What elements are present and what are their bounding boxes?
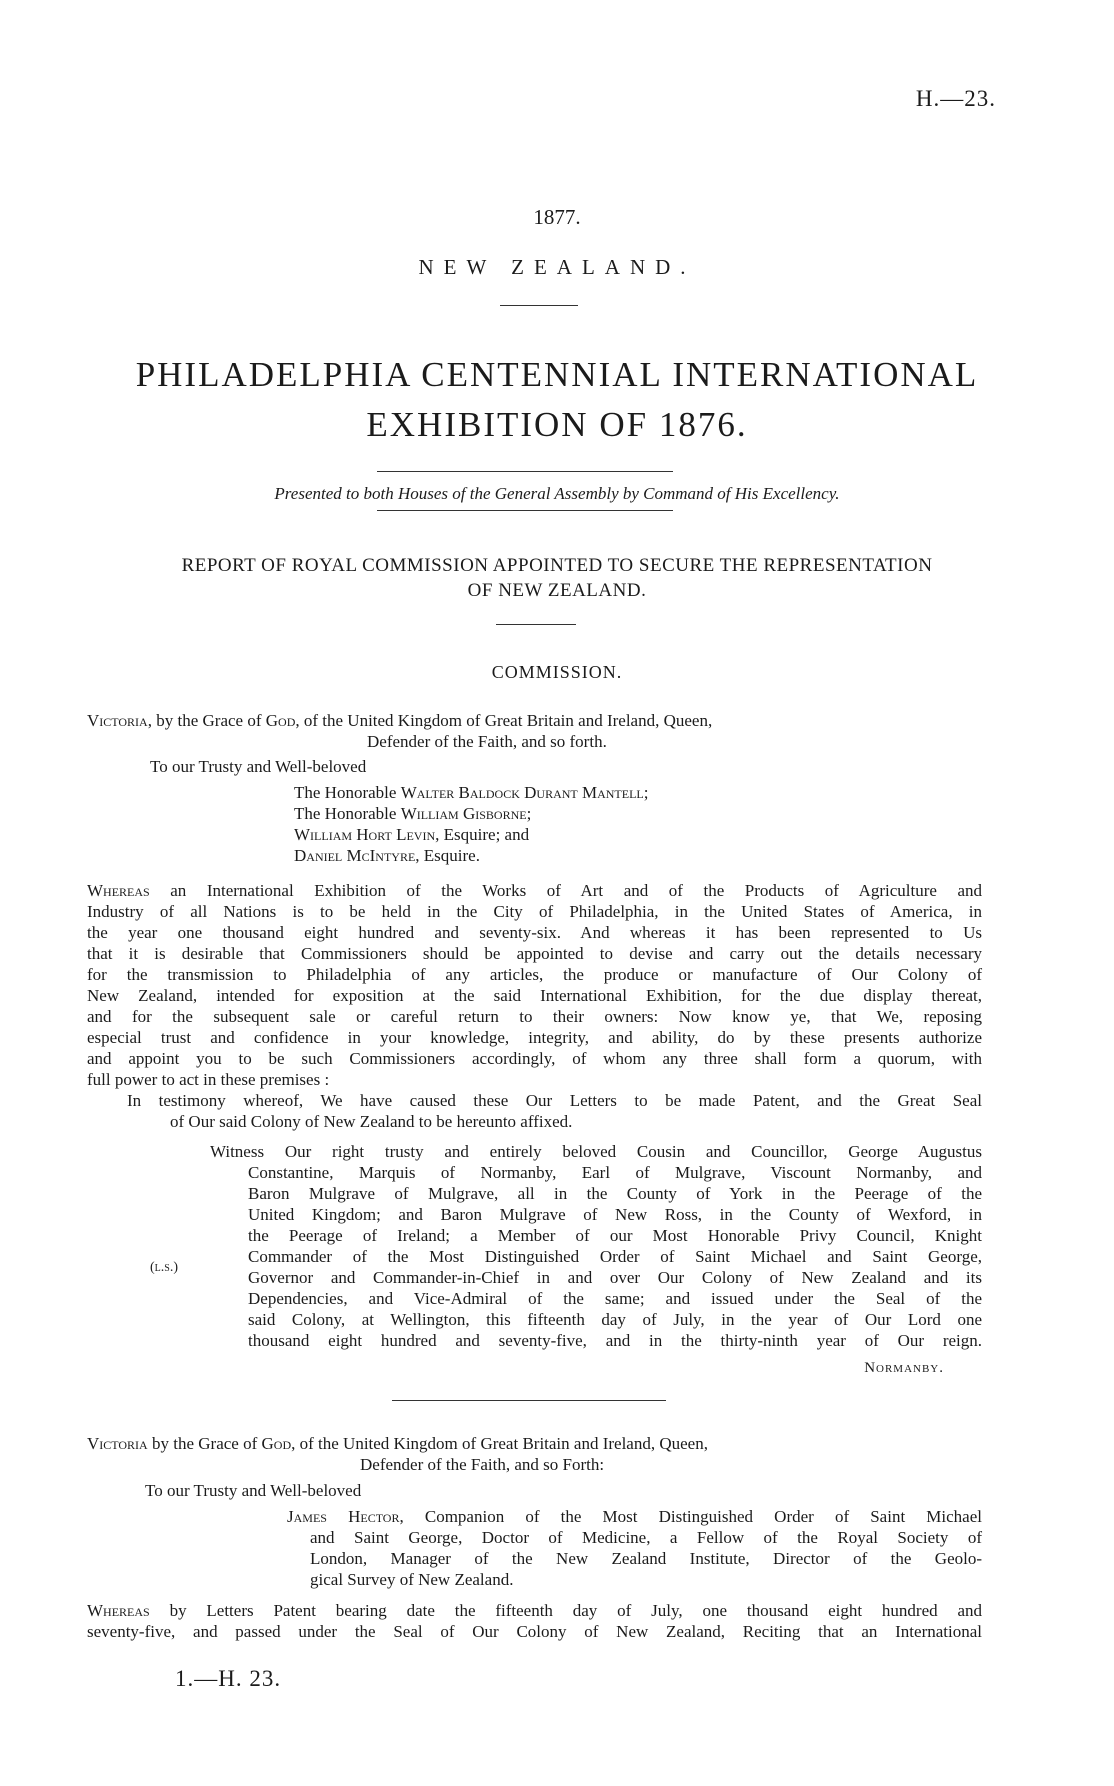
whereas-line: Whereas an International Exhibition of the Works of Art and of the Products of Agriculture and	[87, 881, 983, 900]
appointee-line: and Saint George, Doctor of Medicine, a Fellow of the Royal Society of	[310, 1528, 982, 1547]
page-reference: H.—23.	[915, 86, 996, 111]
divider	[496, 624, 576, 625]
report-heading-line1: REPORT OF ROYAL COMMISSION APPOINTED TO SECURE THE REPRESENTATION	[181, 555, 933, 576]
witness-line: the Peerage of Ireland; a Member of our Most Honorable Privy Council, Knight	[248, 1226, 982, 1245]
divider	[500, 305, 578, 306]
whereas-line: and for the subsequent sale or careful return to their owners: Now know ye, that We, reposing	[87, 1007, 982, 1026]
witness-line: Governor and Commander-in-Chief in and over Our Colony of New Zealand and its	[248, 1268, 982, 1287]
witness-line: Commander of the Most Distinguished Order of Saint Michael and Saint George,	[248, 1247, 982, 1266]
commissioner-name: The Honorable William Gisborne;	[294, 804, 532, 823]
witness-line: thousand eight hundred and seventy-five, and in the thirty-ninth year of Our reign.	[248, 1331, 982, 1350]
testimony-line: of Our said Colony of New Zealand to be hereunto affixed.	[170, 1112, 573, 1131]
presented-line: Presented to both Houses of the General Assembly by Command of His Excellency.	[274, 484, 840, 503]
divider	[377, 510, 673, 511]
page-title-line2: EXHIBITION OF 1876.	[366, 405, 748, 444]
report-heading-line2: OF NEW ZEALAND.	[467, 580, 647, 601]
whereas-line: New Zealand, intended for exposition at the said International Exhibition, for the due display thereat,	[87, 986, 982, 1005]
seal-mark: (l.s.)	[150, 1260, 178, 1275]
commissioner-name: The Honorable Walter Baldock Durant Mantell;	[294, 783, 649, 802]
divider	[392, 1400, 666, 1401]
footer-reference: 1.—H. 23.	[175, 1666, 282, 1691]
divider	[377, 471, 673, 472]
whereas-line: the year one thousand eight hundred and seventy-six. And whereas it has been represented to Us	[87, 923, 982, 942]
whereas-line: Industry of all Nations is to be held in the City of Philadelphia, in the United States of America, in	[87, 902, 982, 921]
commission2-opening-line2: Defender of the Faith, and so Forth:	[360, 1455, 605, 1474]
appointee-line: London, Manager of the New Zealand Institute, Director of the Geolo-	[310, 1549, 982, 1568]
page-title-line1: PHILADELPHIA CENTENNIAL INTERNATIONAL	[135, 355, 979, 394]
appointee-line: gical Survey of New Zealand.	[310, 1570, 514, 1589]
witness-line: said Colony, at Wellington, this fifteenth day of July, in the year of Our Lord one	[248, 1310, 982, 1329]
testimony-line: In testimony whereof, We have caused these Our Letters to be made Patent, and the Great Seal	[127, 1091, 982, 1110]
witness-line: Dependencies, and Vice-Admiral of the same; and issued under the Seal of the	[248, 1289, 982, 1308]
to-trusty: To our Trusty and Well-beloved	[145, 1481, 362, 1500]
whereas-line: full power to act in these premises :	[87, 1070, 330, 1089]
witness-line: Baron Mulgrave of Mulgrave, all in the County of York in the Peerage of the	[248, 1184, 982, 1203]
monarch-name: Victoria	[87, 1434, 148, 1453]
commission1-opening: Victoria, by the Grace of God, of the United Kingdom of Great Britain and Ireland, Queen,	[87, 711, 713, 730]
commissioner-name: Daniel McIntyre, Esquire.	[294, 846, 480, 865]
commission2-opening: Victoria by the Grace of God, of the United Kingdom of Great Britain and Ireland, Queen,	[87, 1434, 708, 1453]
whereas-line: and appoint you to be such Commissioners accordingly, of whom any three shall form a quorum, with	[87, 1049, 982, 1068]
year: 1877.	[533, 205, 581, 229]
commission-heading: COMMISSION.	[491, 662, 623, 682]
witness-line: Witness Our right trusty and entirely beloved Cousin and Councillor, George Augustus	[210, 1142, 982, 1161]
whereas-line: Whereas by Letters Patent bearing date the fifteenth day of July, one thousand eight hundred and	[87, 1601, 982, 1620]
whereas-line: that it is desirable that Commissioners should be appointed to devise and carry out the details necessary	[87, 944, 982, 963]
signature: Normanby.	[864, 1360, 944, 1376]
whereas-line: seventy-five, and passed under the Seal of Our Colony of New Zealand, Reciting that an International	[87, 1622, 982, 1641]
witness-line: United Kingdom; and Baron Mulgrave of New Ross, in the County of Wexford, in	[248, 1205, 982, 1224]
commissioner-name: William Hort Levin, Esquire; and	[294, 825, 530, 844]
whereas-line: for the transmission to Philadelphia of any articles, the produce or manufacture of Our Colony of	[87, 965, 982, 984]
whereas-line: especial trust and confidence in your knowledge, integrity, and ability, do by these presents authorize	[87, 1028, 982, 1047]
country: NEW ZEALAND.	[418, 255, 696, 279]
witness-line: Constantine, Marquis of Normanby, Earl of Mulgrave, Viscount Normanby, and	[248, 1163, 982, 1182]
monarch-name: Victoria,	[87, 711, 152, 730]
to-trusty: To our Trusty and Well-beloved	[150, 757, 367, 776]
commission1-opening-line2: Defender of the Faith, and so forth.	[367, 732, 607, 751]
appointee-name: James Hector,	[287, 1507, 404, 1526]
appointee-line: James Hector, Companion of the Most Distinguished Order of Saint Michael	[287, 1507, 982, 1526]
